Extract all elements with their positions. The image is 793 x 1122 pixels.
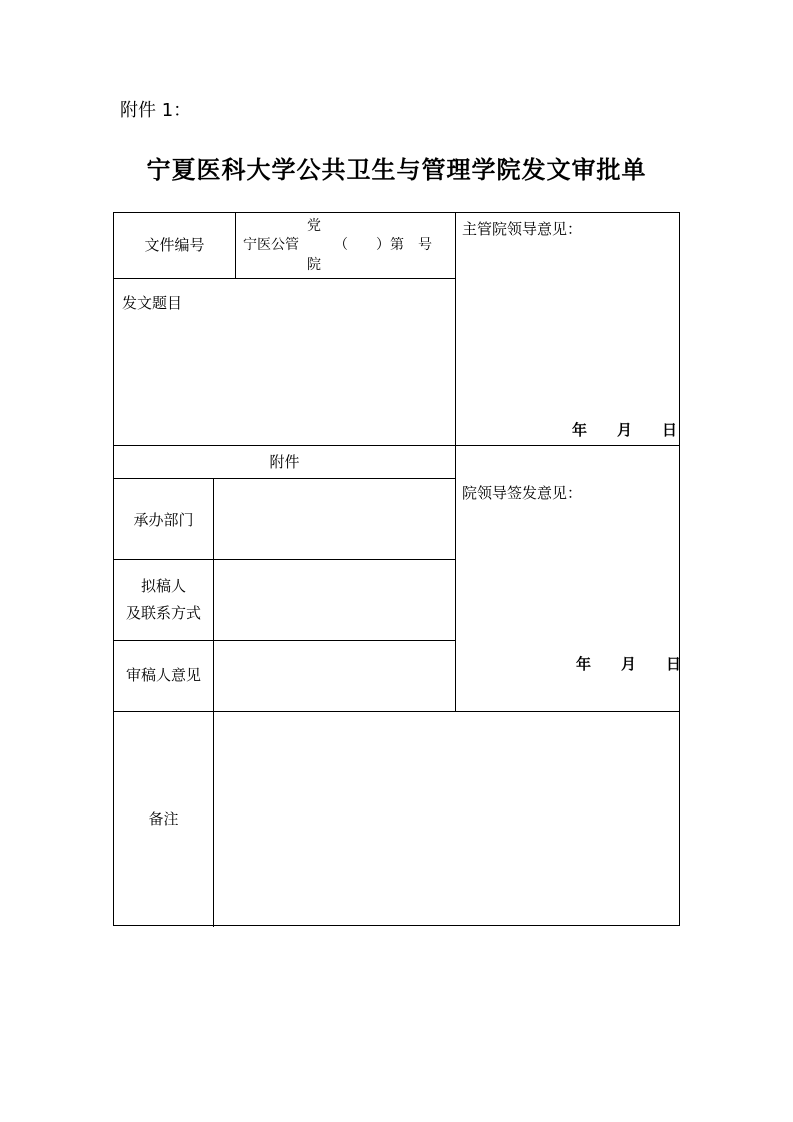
divider-main-vertical <box>455 213 456 711</box>
doc-number-sequence: （ ）第 号 <box>334 237 432 253</box>
divider-remarks-top <box>114 711 679 712</box>
leader-sign-label: 院领导签发意见： <box>462 484 583 502</box>
divider-department-bottom <box>114 559 455 560</box>
remarks-label: 备注 <box>148 810 179 828</box>
doc-number-college: 院 <box>307 257 321 273</box>
attachment-number-label: 附件 1： <box>120 100 192 121</box>
approval-form <box>113 212 680 926</box>
reviewer-label: 审稿人意见 <box>125 666 201 684</box>
attachment-row-label: 附件 <box>269 453 300 471</box>
drafter-label-line2: 及联系方式 <box>125 604 201 622</box>
supervisor-opinion-date: 年 月 日 <box>572 421 678 439</box>
divider-docnum-vertical <box>235 213 236 278</box>
page-title: 宁夏医科大学公共卫生与管理学院发文审批单 <box>146 155 647 184</box>
doc-number-label: 文件编号 <box>144 236 205 254</box>
divider-docnum-bottom <box>114 278 455 279</box>
divider-attachment-bottom <box>114 478 455 479</box>
supervisor-opinion-label: 主管院领导意见： <box>462 220 583 238</box>
divider-label-column <box>213 478 214 927</box>
drafter-label-line1: 拟稿人 <box>140 577 186 595</box>
doc-number-party: 党 <box>307 218 321 234</box>
doc-title-label: 发文题目 <box>122 294 183 312</box>
divider-middle <box>114 445 679 446</box>
department-label: 承办部门 <box>133 511 194 529</box>
doc-number-prefix: 宁医公管 <box>243 237 299 253</box>
leader-sign-date: 年 月 日 <box>576 655 682 673</box>
divider-drafter-bottom <box>114 640 455 641</box>
